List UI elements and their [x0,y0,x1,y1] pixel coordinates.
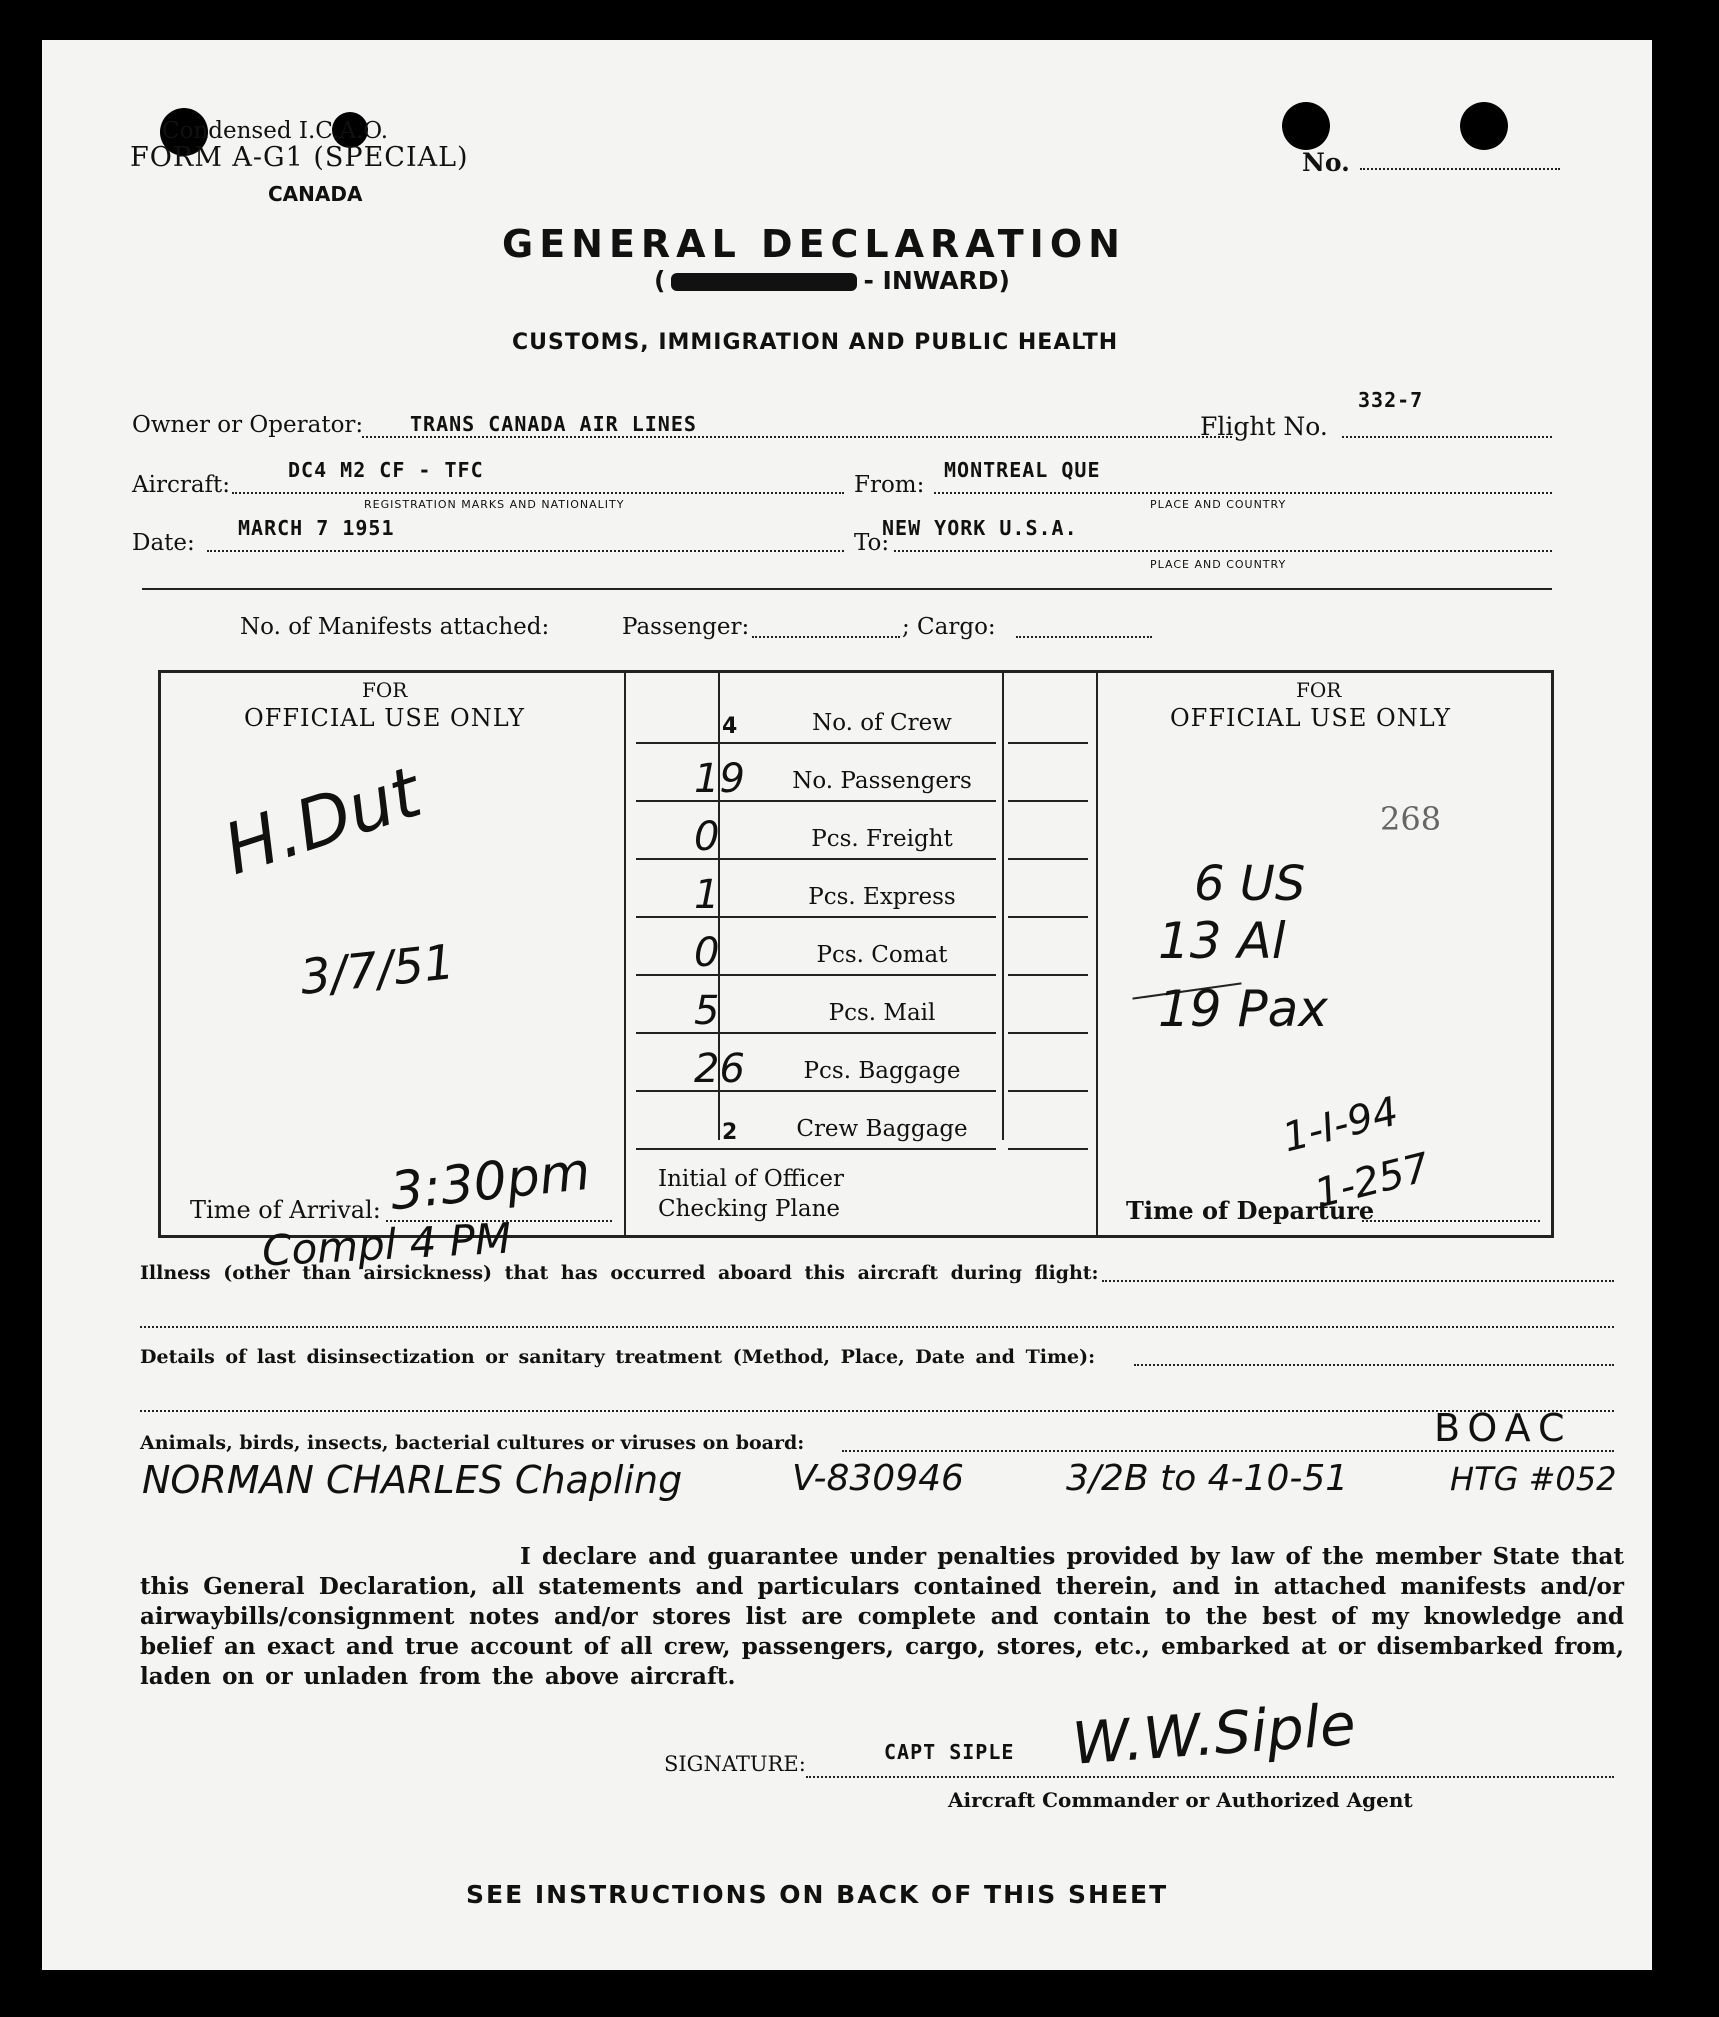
count-label: No. Passengers [792,768,972,794]
page-title: GENERAL DECLARATION [502,222,1126,266]
departure-code-2: 1-257 [1310,1144,1435,1218]
passenger-label: Passenger: [622,614,750,640]
punch-hole-4 [1460,102,1508,150]
count-note-line3: 19 Pax [1158,980,1328,1038]
header-divider [142,588,1552,590]
visa-number-hand: V-830946 [792,1458,964,1499]
cargo-label: ; Cargo: [902,614,996,640]
count-check-rule [1008,974,1088,976]
signature-label: SIGNATURE: [664,1752,806,1776]
count-value[interactable]: 2 [722,1120,738,1145]
completion-note-hand: Compl 4 PM [260,1213,513,1276]
disinsect-label: Details of last disinsectization or sanitary treatment (Method, Place, Date and Time): [140,1346,1096,1368]
to-field [894,550,1552,552]
aircraft-field [232,492,844,494]
count-row-rule [636,1148,996,1150]
animals-label: Animals, birds, insects, bacterial cultures or viruses on board: [140,1432,805,1454]
form-sheet [42,40,1652,1970]
page-subtitle: CUSTOMS, IMMIGRATION AND PUBLIC HEALTH [512,330,1119,355]
declaration-text: I declare and guarantee under penalties provided by law of the member State that this General Declaration, all statements and particulars contained therein, and in attached manifests and/or airwaybills/consignment notes and/or stores list are complete and contain to the best of my knowledge and belief an exact and true account of all crew, passengers, cargo, stores, etc., embarked at or disembarked from, laden on or unladen from the above aircraft. [140,1543,1624,1690]
owner-field [362,436,1232,438]
count-row-rule [636,916,996,918]
aircraft-value[interactable]: DC4 M2 CF - TFC [288,458,484,482]
no-field[interactable] [1360,168,1560,170]
to-caption: PLACE AND COUNTRY [1150,558,1287,571]
count-label: Pcs. Freight [811,826,953,852]
aircraft-label: Aircraft: [132,472,231,498]
title-direction [654,266,1010,295]
count-row-rule [636,1032,996,1034]
signature-typed-name: CAPT SIPLE [884,1740,1015,1764]
no-label: No. [1302,148,1350,177]
disinsect-field-2[interactable] [140,1410,1614,1412]
official-left-initials: H.Dut [214,751,431,891]
initial-officer-line2: Checking Plane [658,1196,841,1222]
official-left-heading1: FOR [362,678,408,702]
from-value[interactable]: MONTREAL QUE [944,458,1101,482]
from-label: From: [854,472,925,498]
count-note-line1: 6 US [1194,856,1306,912]
departure-label: Time of Departure [1126,1196,1375,1225]
cargo-field[interactable] [1016,636,1152,638]
from-field [934,492,1552,494]
official-left-heading2: OFFICIAL USE ONLY [244,704,525,732]
count-value[interactable]: 1 [694,872,720,918]
count-check-rule [1008,1148,1088,1150]
date-value[interactable]: MARCH 7 1951 [238,516,395,540]
to-value[interactable]: NEW YORK U.S.A. [882,516,1078,540]
official-left-date: 3/7/51 [297,934,458,1006]
footer-instructions: SEE INSTRUCTIONS ON BACK OF THIS SHEET [466,1880,1169,1909]
aircraft-caption: REGISTRATION MARKS AND NATIONALITY [364,498,625,511]
illness-field-2[interactable] [140,1326,1614,1328]
illness-field-1[interactable] [1102,1280,1614,1282]
count-value[interactable]: 19 [694,756,745,802]
count-row-rule [636,974,996,976]
count-label: No. of Crew [812,710,952,736]
airline-code-hand: BOAC [1434,1406,1573,1450]
manifests-label: No. of Manifests attached: [240,614,550,640]
date-field [207,550,844,552]
form-number: FORM A-G1 (SPECIAL) [130,142,469,173]
count-row-rule [636,742,996,744]
form-country: CANADA [268,182,363,206]
arrival-label: Time of Arrival: [190,1196,381,1224]
count-check-rule [1008,742,1088,744]
count-label: Pcs. Express [808,884,956,910]
count-check-rule [1008,1090,1088,1092]
count-value[interactable]: 5 [694,988,720,1034]
count-label: Crew Baggage [796,1116,968,1142]
illness-label: Illness (other than airsickness) that has occurred aboard this aircraft during flight: [140,1262,1099,1284]
signature-field[interactable] [806,1776,1614,1778]
count-row-rule [636,800,996,802]
from-caption: PLACE AND COUNTRY [1150,498,1287,511]
initial-officer-line1: Initial of Officer [658,1166,844,1192]
count-row-rule [636,1090,996,1092]
to-label: To: [854,530,890,556]
disinsect-field-1[interactable] [1134,1364,1614,1366]
count-value[interactable]: 0 [694,930,720,976]
count-check-rule [1008,916,1088,918]
departure-code-1: 1-I-94 [1278,1088,1403,1162]
flight-label: Flight No. [1200,412,1328,441]
class-date-hand: 3/2B to 4-10-51 [1066,1458,1349,1499]
flight-value[interactable]: 332-7 [1358,388,1424,412]
departure-field[interactable] [1362,1220,1540,1222]
count-check-rule [1008,858,1088,860]
count-value[interactable]: 4 [722,714,738,739]
title-inward: - INWARD) [863,266,1010,295]
owner-label: Owner or Operator: [132,412,364,438]
count-check-rule [1008,1032,1088,1034]
count-note-line2: 13 Al [1158,912,1286,970]
title-paren: ( [654,266,666,295]
ticket-number-hand: HTG #052 [1450,1460,1617,1498]
animals-field[interactable] [842,1450,1614,1452]
owner-value[interactable]: TRANS CANADA AIR LINES [410,412,697,436]
count-check-rule [1008,800,1088,802]
flight-field [1342,436,1552,438]
form-authority: Condensed I.C.A.O. [162,118,389,144]
stamp-number: 268 [1380,800,1442,838]
official-right-heading1: FOR [1296,678,1342,702]
passenger-name-hand: NORMAN CHARLES Chapling [142,1458,683,1502]
date-label: Date: [132,530,195,556]
official-right-heading2: OFFICIAL USE ONLY [1170,704,1451,732]
count-row-rule [636,858,996,860]
table-divider-4 [1096,670,1098,1238]
count-value[interactable]: 26 [694,1046,745,1092]
arrival-time-hand: 3:30pm [387,1141,594,1223]
passenger-field[interactable] [752,636,900,638]
table-divider-1 [624,670,626,1238]
count-label: Pcs. Comat [816,942,948,968]
count-value[interactable]: 0 [694,814,720,860]
count-label: Pcs. Baggage [803,1058,961,1084]
punch-hole-3 [1282,102,1330,150]
signature-hand: W.W.Siple [1069,1690,1358,1778]
signature-caption: Aircraft Commander or Authorized Agent [948,1788,1413,1812]
redaction-bar [671,273,857,291]
count-label: Pcs. Mail [828,1000,936,1026]
